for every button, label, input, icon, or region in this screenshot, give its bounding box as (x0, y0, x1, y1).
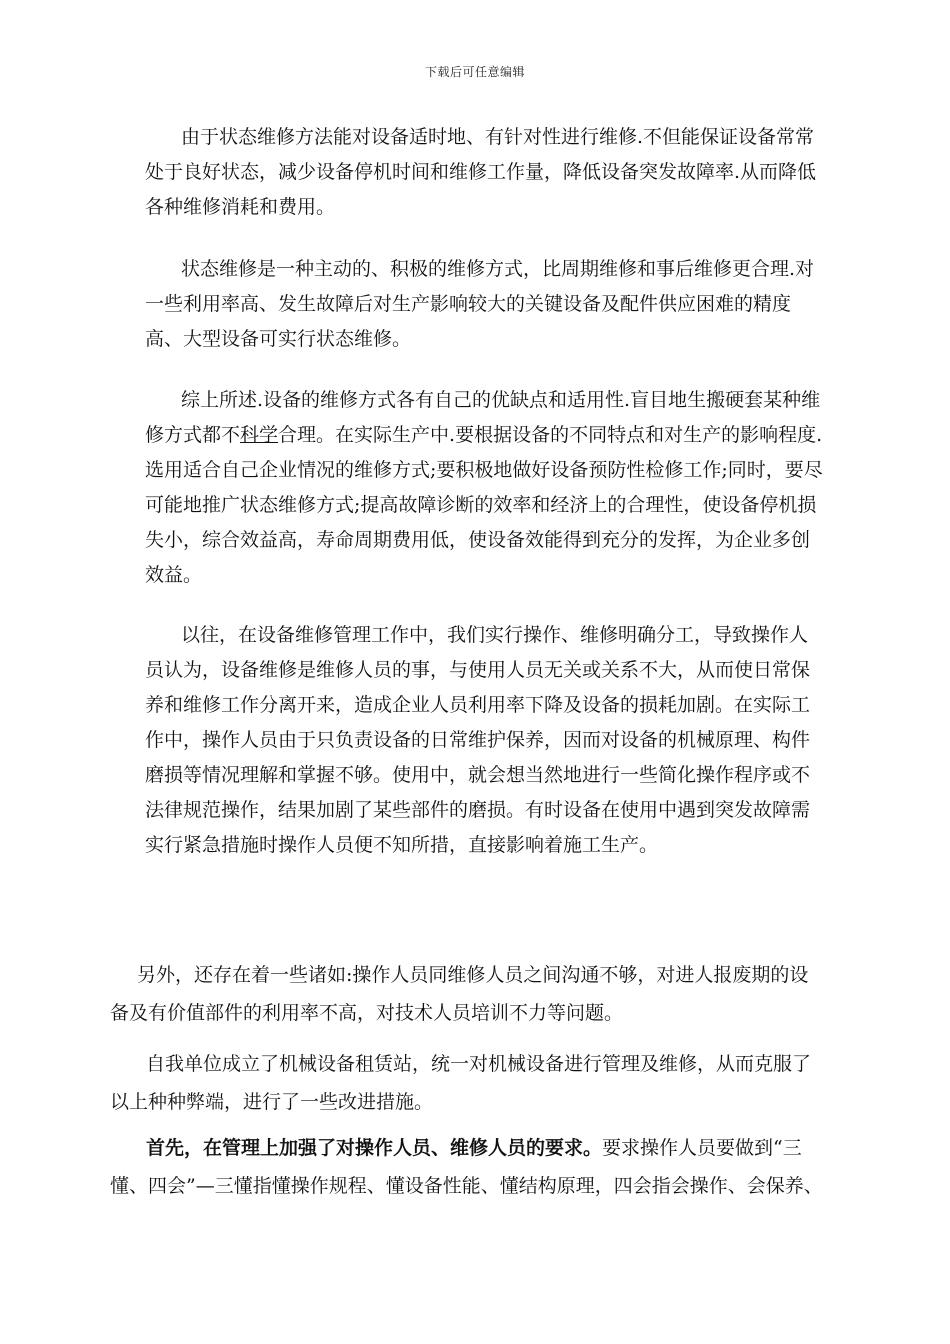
paragraph-summary (145, 383, 825, 593)
paragraph-first-measure (110, 1129, 825, 1205)
paragraph-condition-maintenance-definition: 状态维修是一种主动的、积极的维修方式，比周期维修和事后维修更合理.对一些利用率高、发生故障后对生产影响较大的关键设备及配件供应困难的精度高、大型设备可实行状态维修。 (145, 258, 815, 350)
bold-heading-text: 首先，在管理上加强了对操作人员、维修人员的要求。 (146, 1137, 603, 1159)
first-measure-text: 要求操作人员要做到“三懂、四会”—三懂指懂操作规程、懂设备性能、懂结构原理，四会指会操作、会保养、 (110, 1137, 823, 1197)
summary-text-after: 合理。在实际生产中.要根据设备的不同特点和对生产的影响程度.选用适合自己企业情况的维修方式;要积极地做好设备预防性检修工作;同时，要尽可能地推广状态维修方式;提高故障诊断的效率和经济上的合理性，使设备停机损失小，综合效益高，寿命周期费用低，使设备效能得到充分的发挥，为企业多创效益。 (145, 424, 823, 586)
paragraph-other-issues: 另外，还存在着一些诸如:操作人员同维修人员之间沟通不够，对进人报废期的设备及有价值部件的利用率不高，对技术人员培训不力等问题。 (110, 964, 809, 1024)
paragraph-condition-maintenance-benefits: 由于状态维修方法能对设备适时地、有针对性进行维修.不但能保证设备常常处于良好状态，减少设备停机时间和维修工作量，降低设备突发故障率.从而降低各种维修消耗和费用。 (145, 126, 817, 218)
paragraph-rental-station: 自我单位成立了机械设备租赁站，统一对机械设备进行管理及维修，从而克服了以上种种弊端，进行了一些改进措施。 (110, 1053, 812, 1113)
underlined-word: 科学 (240, 424, 279, 446)
summary-text-before: 综上所述.设备的维修方式各有自己的优缺点和适用性.盲目地生搬硬套某种维修方式都不 (145, 389, 821, 446)
paragraph-previous-practice: 以往，在设备维修管理工作中，我们实行操作、维修明确分工，导致操作人员认为，设备维修是维修人员的事，与使用人员无关或关系不大，从而使日常保养和维修工作分离开来，造成企业人员利用率下降及设备的损耗加剧。在实际工作中，操作人员由于只负责设备的日常维护保养，因而对设备的机械原理、构件磨损等情况理解和掌握不够。使用中，就会想当然地进行一些简化操作程序或不法律规范操作，结果加剧了某些部件的磨损。有时设备在使用中遇到突发故障需实行紧急措施时操作人员便不知所措，直接影响着施工生产。 (145, 624, 811, 856)
page-header: 下载后可任意编辑 (424, 65, 525, 79)
